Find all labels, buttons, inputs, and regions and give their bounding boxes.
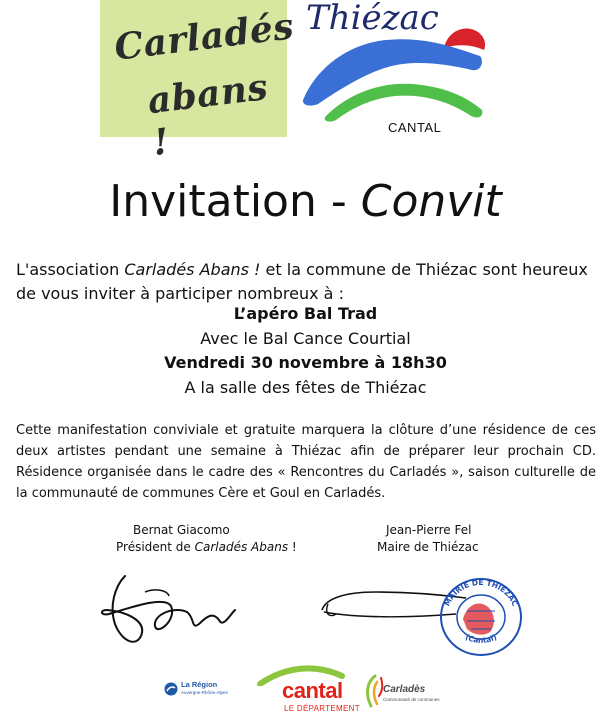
intro-assoc: Carladés Abans ! [124,260,261,279]
event-date: Vendredi 30 novembre à 18h30 [164,353,447,372]
carlades-logo-line1: Carladés [112,5,297,69]
event-place: A la salle des fêtes de Thiézac [184,378,427,397]
region-icon [164,682,178,696]
cantal-logo [252,664,358,720]
left-role-assoc: Carladés Abans [194,540,289,554]
region-logo [164,678,244,700]
event-name: L’apéro Bal Trad [233,304,378,323]
carlades-logo-line2: abans ! [145,65,271,165]
event-description: Cette manifestation conviviale et gratuite marquera la clôture d’une résidence de ces deux artistes pendant une semaine à Thiézac afin de préparer leur prochain CD. Résidence organisée dans le cadre des « Rencontres du Carladés », saison culturelle de la communauté de communes Cère et Goul en Carladés. [16,423,596,501]
intro-prefix: L'association [16,260,125,279]
intro-text [16,258,596,306]
mairie-stamp [437,575,525,659]
carlades-leaf-icon [363,672,385,712]
thiezac-logo-name: Thiézac [306,0,439,38]
cantal-name: cantal [282,678,343,703]
carlades-footer-logo [363,670,473,714]
carlades-footer-sub: Communauté de communes [383,697,440,702]
invitation-title [0,176,611,227]
stamp-bottom-text: (Cantal) [463,632,499,645]
left-signatory-role [116,539,297,556]
left-signature [95,566,245,656]
region-name: La Région [181,680,218,689]
thiezac-logo [296,0,490,140]
carlades-abans-logo [100,0,297,165]
right-signatory-role: Maire de Thiézac [377,540,479,554]
title-part1: Invitation - [109,176,361,227]
cantal-sub: LE DÉPARTEMENT [284,704,360,713]
region-sub: Auvergne-Rhône-Alpes [181,690,228,695]
stamp-top-text: MAIRIE DE THIÉZAC [442,577,520,608]
left-role-prefix: Président de [116,540,195,554]
intro-suffix: et la commune de Thiézac sont heureux de vous inviter à participer nombreux à : [16,260,588,303]
event-with: Avec le Bal Cance Courtial [200,329,411,348]
left-role-suffix: ! [288,540,297,554]
carlades-footer-name: Carladès [383,684,426,695]
right-signatory-name: Jean-Pierre Fel [386,523,472,537]
left-signatory-name: Bernat Giacomo [133,523,230,537]
title-part2: Convit [360,176,502,227]
thiezac-logo-sub: CANTAL [388,120,442,135]
